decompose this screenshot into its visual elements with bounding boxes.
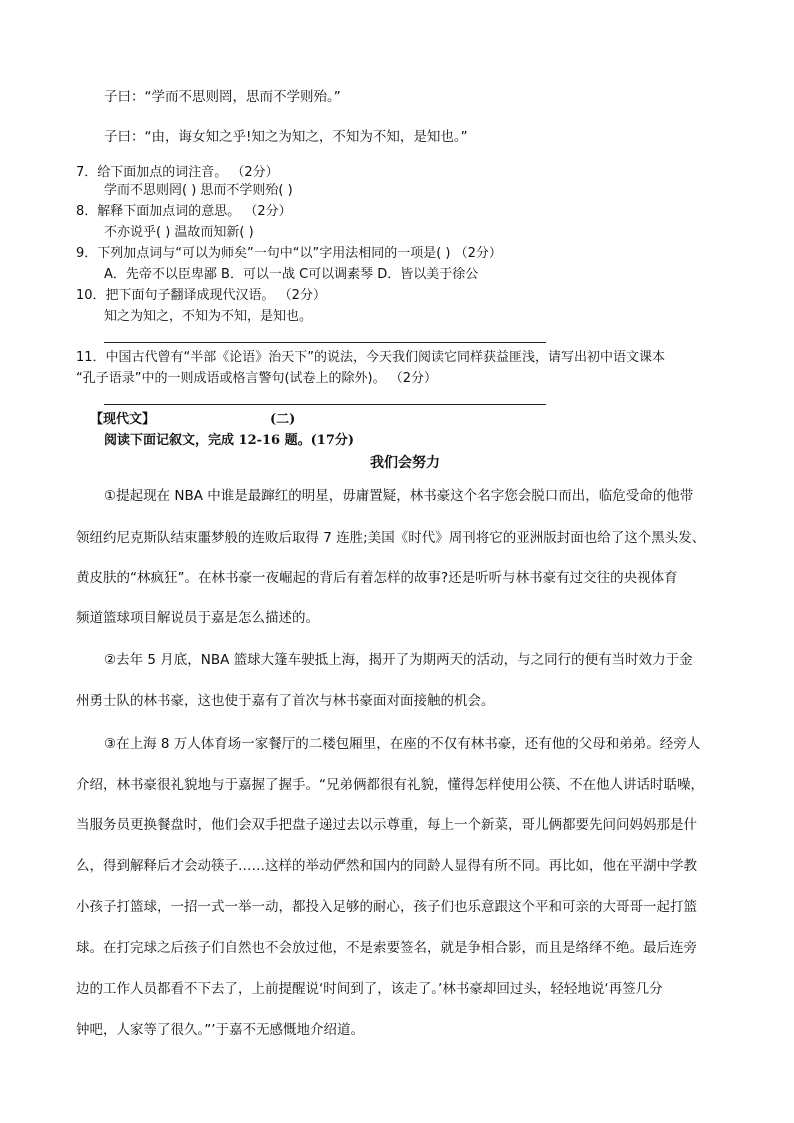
paragraph-3-line: ③在上海 8 万人体育场一家餐厅的二楼包厢里，在座的不仅有林书豪，还有他的父母和弟弟。经旁人	[104, 736, 701, 752]
section-instruction: 阅读下面记叙文，完成 12-16 题。(17分)	[104, 433, 355, 448]
question-11-line-1: 11．中国古代曾有“半部《论语》治天下”的说法，今天我们阅读它同样获益匪浅，请写出初中语文课本	[76, 350, 666, 365]
paragraph-3-line: 球。在打完球之后孩子们自然也不会放过他，不是索要签名，就是争相合影，而且是络绎不绝。最后连旁	[76, 940, 697, 956]
section-label: 【现代文】	[90, 412, 156, 427]
paragraph-1-line: 领纽约尼克斯队结束噩梦般的连败后取得 7 连胜;美国《时代》周刊将它的亚洲版封面也给了这个黑头发、	[76, 530, 706, 546]
question-7-answer-blanks[interactable]: 学而不思则罔( ) 思而不学则殆( )	[104, 183, 293, 198]
paragraph-3-line: 介绍，林书豪很礼貌地与于嘉握了握手。“兄弟俩都很有礼貌，懂得怎样使用公筷、不在他人讲话时聒噪，	[76, 777, 704, 793]
question-9-options[interactable]: A．先帝不以臣卑鄙 B．可以一战 C可以调素琴 D．皆以美于徐公	[104, 267, 479, 282]
paragraph-3-line: 当服务员更换餐盘时，他们会双手把盘子递过去以示尊重，每上一个新菜，哥儿俩都要先问问妈妈那是什	[76, 817, 697, 833]
question-11-line-2: “孔子语录”中的一则成语或格言警句(试卷上的除外)。 （2分）	[76, 371, 438, 386]
question-7-stem: 7．给下面加点的词注音。 （2分）	[76, 165, 279, 180]
question-9-stem: 9．下列加点词与“可以为师矣”一句中“以”字用法相同的一项是( ) （2分）	[76, 246, 502, 261]
question-8-stem: 8．解释下面加点词的意思。 （2分）	[76, 204, 292, 219]
question-8-answer-blanks[interactable]: 不亦说乎( ) 温故而知新( )	[104, 225, 254, 240]
paragraph-2-line: 州勇士队的林书豪，这也使于嘉有了首次与林书豪面对面接触的机会。	[76, 693, 495, 709]
question-11-answer-line[interactable]	[104, 404, 546, 405]
question-10-sentence: 知之为知之，不知为不知，是知也。	[104, 309, 313, 324]
quote-learning-thinking: 子曰：“学而不思则罔，思而不学则殆。”	[104, 89, 341, 105]
paragraph-1-line: ①提起现在 NBA 中谁是最蹿红的明星，毋庸置疑，林书豪这个名字您会脱口而出，临危受命的他带	[104, 488, 694, 504]
paragraph-3-line: 小孩子打篮球，一招一式一举一动，都投入足够的耐心，孩子们也乐意跟这个平和可亲的大哥哥一起打篮	[76, 899, 697, 915]
question-10-answer-line[interactable]	[104, 342, 546, 343]
paragraph-3-line: 钟吧，人家等了很久。”’于嘉不无感慨地介绍道。	[76, 1022, 365, 1038]
section-number: (二)	[270, 412, 296, 427]
paragraph-1-line: 黄皮肤的“林疯狂”。在林书豪一夜崛起的背后有着怎样的故事?还是听听与林书豪有过交往的央视体育	[76, 570, 678, 586]
question-10-stem: 10．把下面句子翻译成现代汉语。 （2分）	[76, 288, 326, 303]
quote-knowing: 子曰：“由，诲女知之乎!知之为知之，不知为不知，是知也。”	[104, 129, 468, 145]
paragraph-2-line: ②去年 5 月底，NBA 篮球大篷车驶抵上海，揭开了为期两天的活动，与之同行的便有当时效力于金	[104, 652, 693, 668]
paragraph-1-line: 频道篮球项目解说员于嘉是怎么描述的。	[76, 610, 319, 626]
paragraph-3-line: 么，得到解释后才会动筷子……这样的举动俨然和国内的同龄人显得有所不同。再比如，他在平湖中学教	[76, 858, 697, 874]
paragraph-3-line: 边的工作人员都看不下去了，上前提醒说‘时间到了，该走了。’林书豪却回过头，轻轻地说‘再签几分	[76, 981, 663, 997]
article-title: 我们会努力	[370, 455, 440, 471]
